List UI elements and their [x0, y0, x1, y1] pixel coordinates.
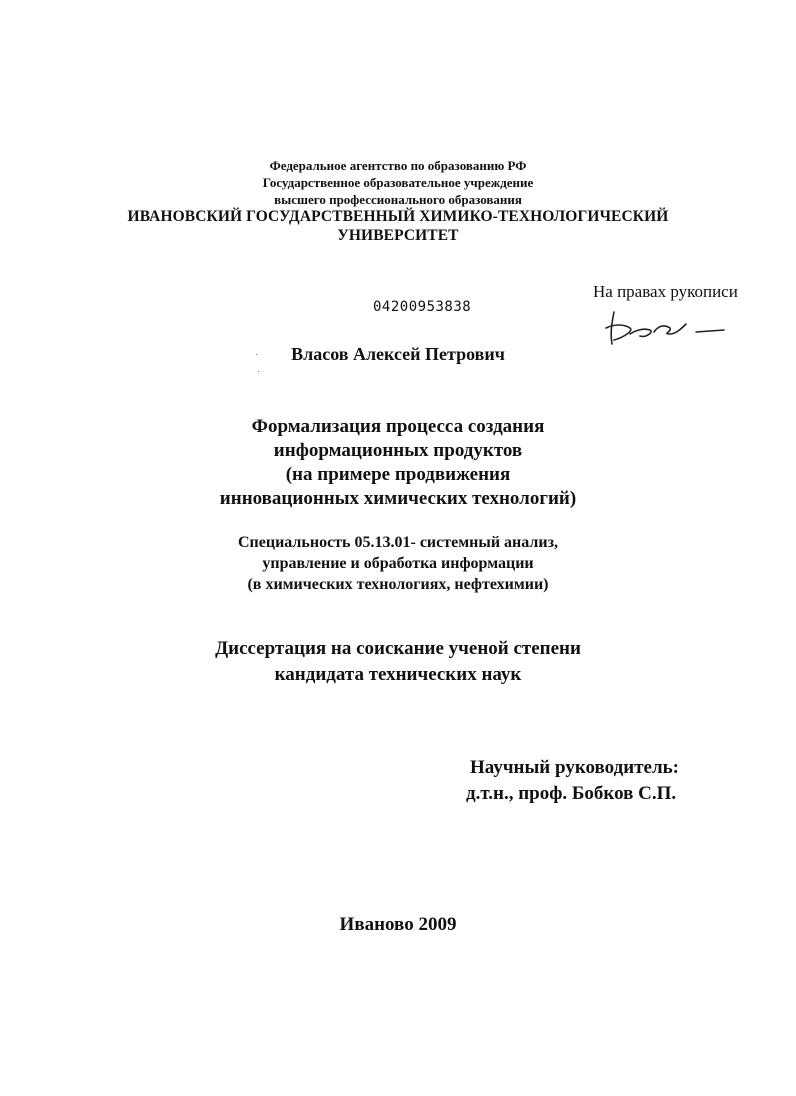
dissertation-line: кандидата технических наук	[274, 664, 522, 685]
title-line: информационных продуктов	[273, 440, 523, 461]
catalog-code: 04200953838	[373, 299, 472, 315]
university-name-line2: УНИВЕРСИТЕТ	[337, 227, 459, 244]
scan-speck	[258, 371, 259, 372]
specialty-line: управление и обработка информации	[262, 555, 534, 572]
title-line: (на примере продвижения	[285, 464, 511, 485]
dissertation-line: Диссертация на соискание ученой степени	[215, 638, 581, 659]
city-year: Иваново 2009	[339, 914, 457, 935]
institution-type-line: Государственное образовательное учреждение	[262, 175, 534, 190]
education-level-line: высшего профессионального образования	[274, 192, 522, 207]
title-line: инновационных химических технологий)	[219, 488, 577, 509]
title-line: Формализация процесса создания	[251, 416, 545, 437]
supervisor-name: д.т.н., проф. Бобков С.П.	[466, 783, 677, 804]
specialty-line: (в химических технологиях, нефтехимии)	[247, 576, 549, 593]
author-name: Власов Алексей Петрович	[291, 344, 505, 364]
agency-line: Федеральное агентство по образованию РФ	[269, 158, 527, 173]
supervisor-label: Научный руководитель:	[470, 757, 679, 778]
rights-label: На правах рукописи	[593, 282, 738, 301]
university-name-line1: ИВАНОВСКИЙ ГОСУДАРСТВЕННЫЙ ХИМИКО-ТЕХНОЛОГИЧЕСКИЙ	[127, 208, 669, 225]
specialty-line: Специальность 05.13.01- системный анализ,	[237, 534, 559, 551]
